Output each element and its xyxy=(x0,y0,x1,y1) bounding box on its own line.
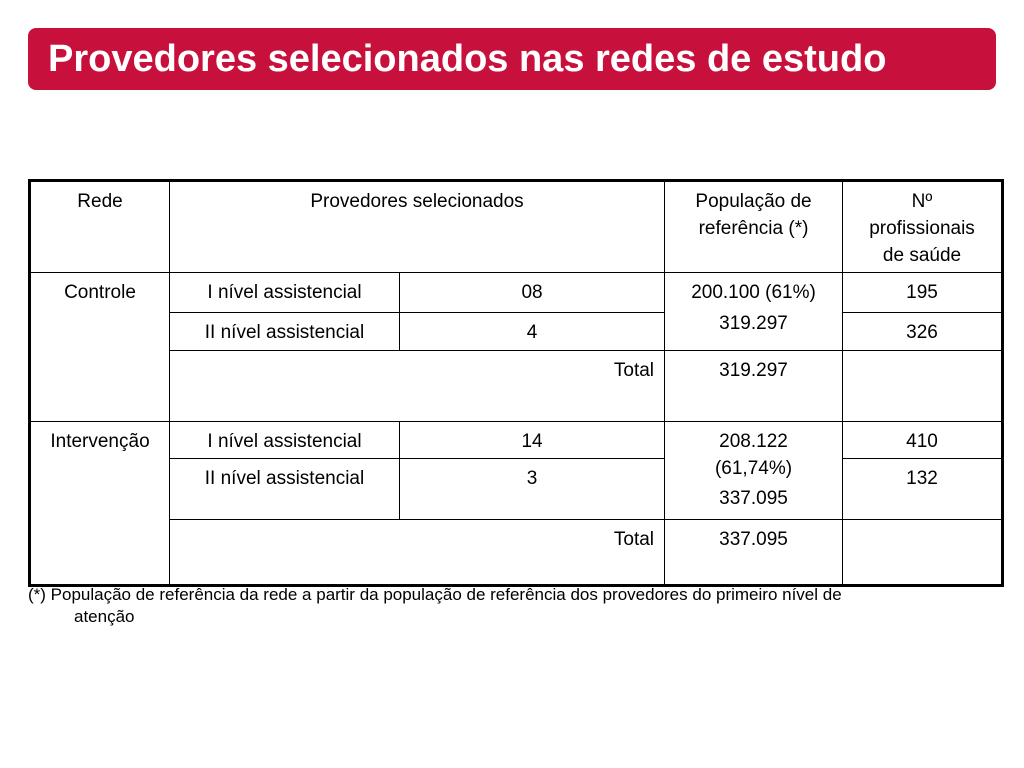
intervencao-populacao-line2: (61,74%) xyxy=(714,458,793,479)
table-row xyxy=(30,351,1003,422)
intervencao-row2-count: 3 xyxy=(400,459,665,520)
controle-row2-count: 4 xyxy=(400,313,665,351)
controle-row2-nivel: II nível assistencial xyxy=(170,313,400,351)
table-row xyxy=(30,313,1003,351)
intervencao-row1-nivel: I nível assistencial xyxy=(170,422,400,459)
footnote xyxy=(28,584,988,628)
intervencao-populacao xyxy=(665,422,843,520)
table-row xyxy=(30,459,1003,520)
controle-total-label: Total xyxy=(170,351,665,422)
header-profissionais-line2: profissionais xyxy=(869,218,975,239)
controle-populacao-line2: 319.297 xyxy=(719,313,788,334)
footnote-line2: atenção xyxy=(74,607,135,626)
controle-populacao xyxy=(665,273,843,351)
controle-populacao-line1: 200.100 (61%) xyxy=(691,282,816,303)
header-populacao-line1: População de xyxy=(695,191,812,212)
header-profissionais-line1: Nº xyxy=(911,191,933,212)
header-row xyxy=(30,181,1003,273)
intervencao-row2-nivel: II nível assistencial xyxy=(170,459,400,520)
controle-total-populacao: 319.297 xyxy=(665,351,843,422)
controle-row1-profissionais: 195 xyxy=(843,273,1003,313)
controle-total-profissionais xyxy=(843,351,1003,422)
header-populacao-line2: referência (*) xyxy=(698,218,809,239)
table-row xyxy=(30,422,1003,459)
intervencao-row2-profissionais: 132 xyxy=(843,459,1003,520)
providers-table xyxy=(28,179,1004,587)
header-provedores: Provedores selecionados xyxy=(170,181,665,273)
intervencao-row1-count: 14 xyxy=(400,422,665,459)
header-rede: Rede xyxy=(30,181,170,273)
header-profissionais xyxy=(843,181,1003,273)
header-populacao xyxy=(665,181,843,273)
controle-row2-profissionais: 326 xyxy=(843,313,1003,351)
intervencao-total-profissionais xyxy=(843,520,1003,586)
header-profissionais-line3: de saúde xyxy=(882,245,962,266)
intervencao-populacao-line3: 337.095 xyxy=(719,488,788,509)
controle-row1-count: 08 xyxy=(400,273,665,313)
table-row xyxy=(30,520,1003,586)
intervencao-row1-profissionais: 410 xyxy=(843,422,1003,459)
title-bar xyxy=(28,28,996,90)
controle-row1-nivel: I nível assistencial xyxy=(170,273,400,313)
intervencao-total-populacao: 337.095 xyxy=(665,520,843,586)
intervencao-rede: Intervenção xyxy=(30,422,170,586)
page-title: Provedores selecionados nas redes de estudo xyxy=(48,38,887,80)
intervencao-total-label: Total xyxy=(170,520,665,586)
intervencao-populacao-line1: 208.122 xyxy=(719,431,788,452)
table-row xyxy=(30,273,1003,313)
controle-rede: Controle xyxy=(30,273,170,422)
footnote-line1: (*) População de referência da rede a partir da população de referência dos provedores do primeiro nível de xyxy=(28,585,842,604)
